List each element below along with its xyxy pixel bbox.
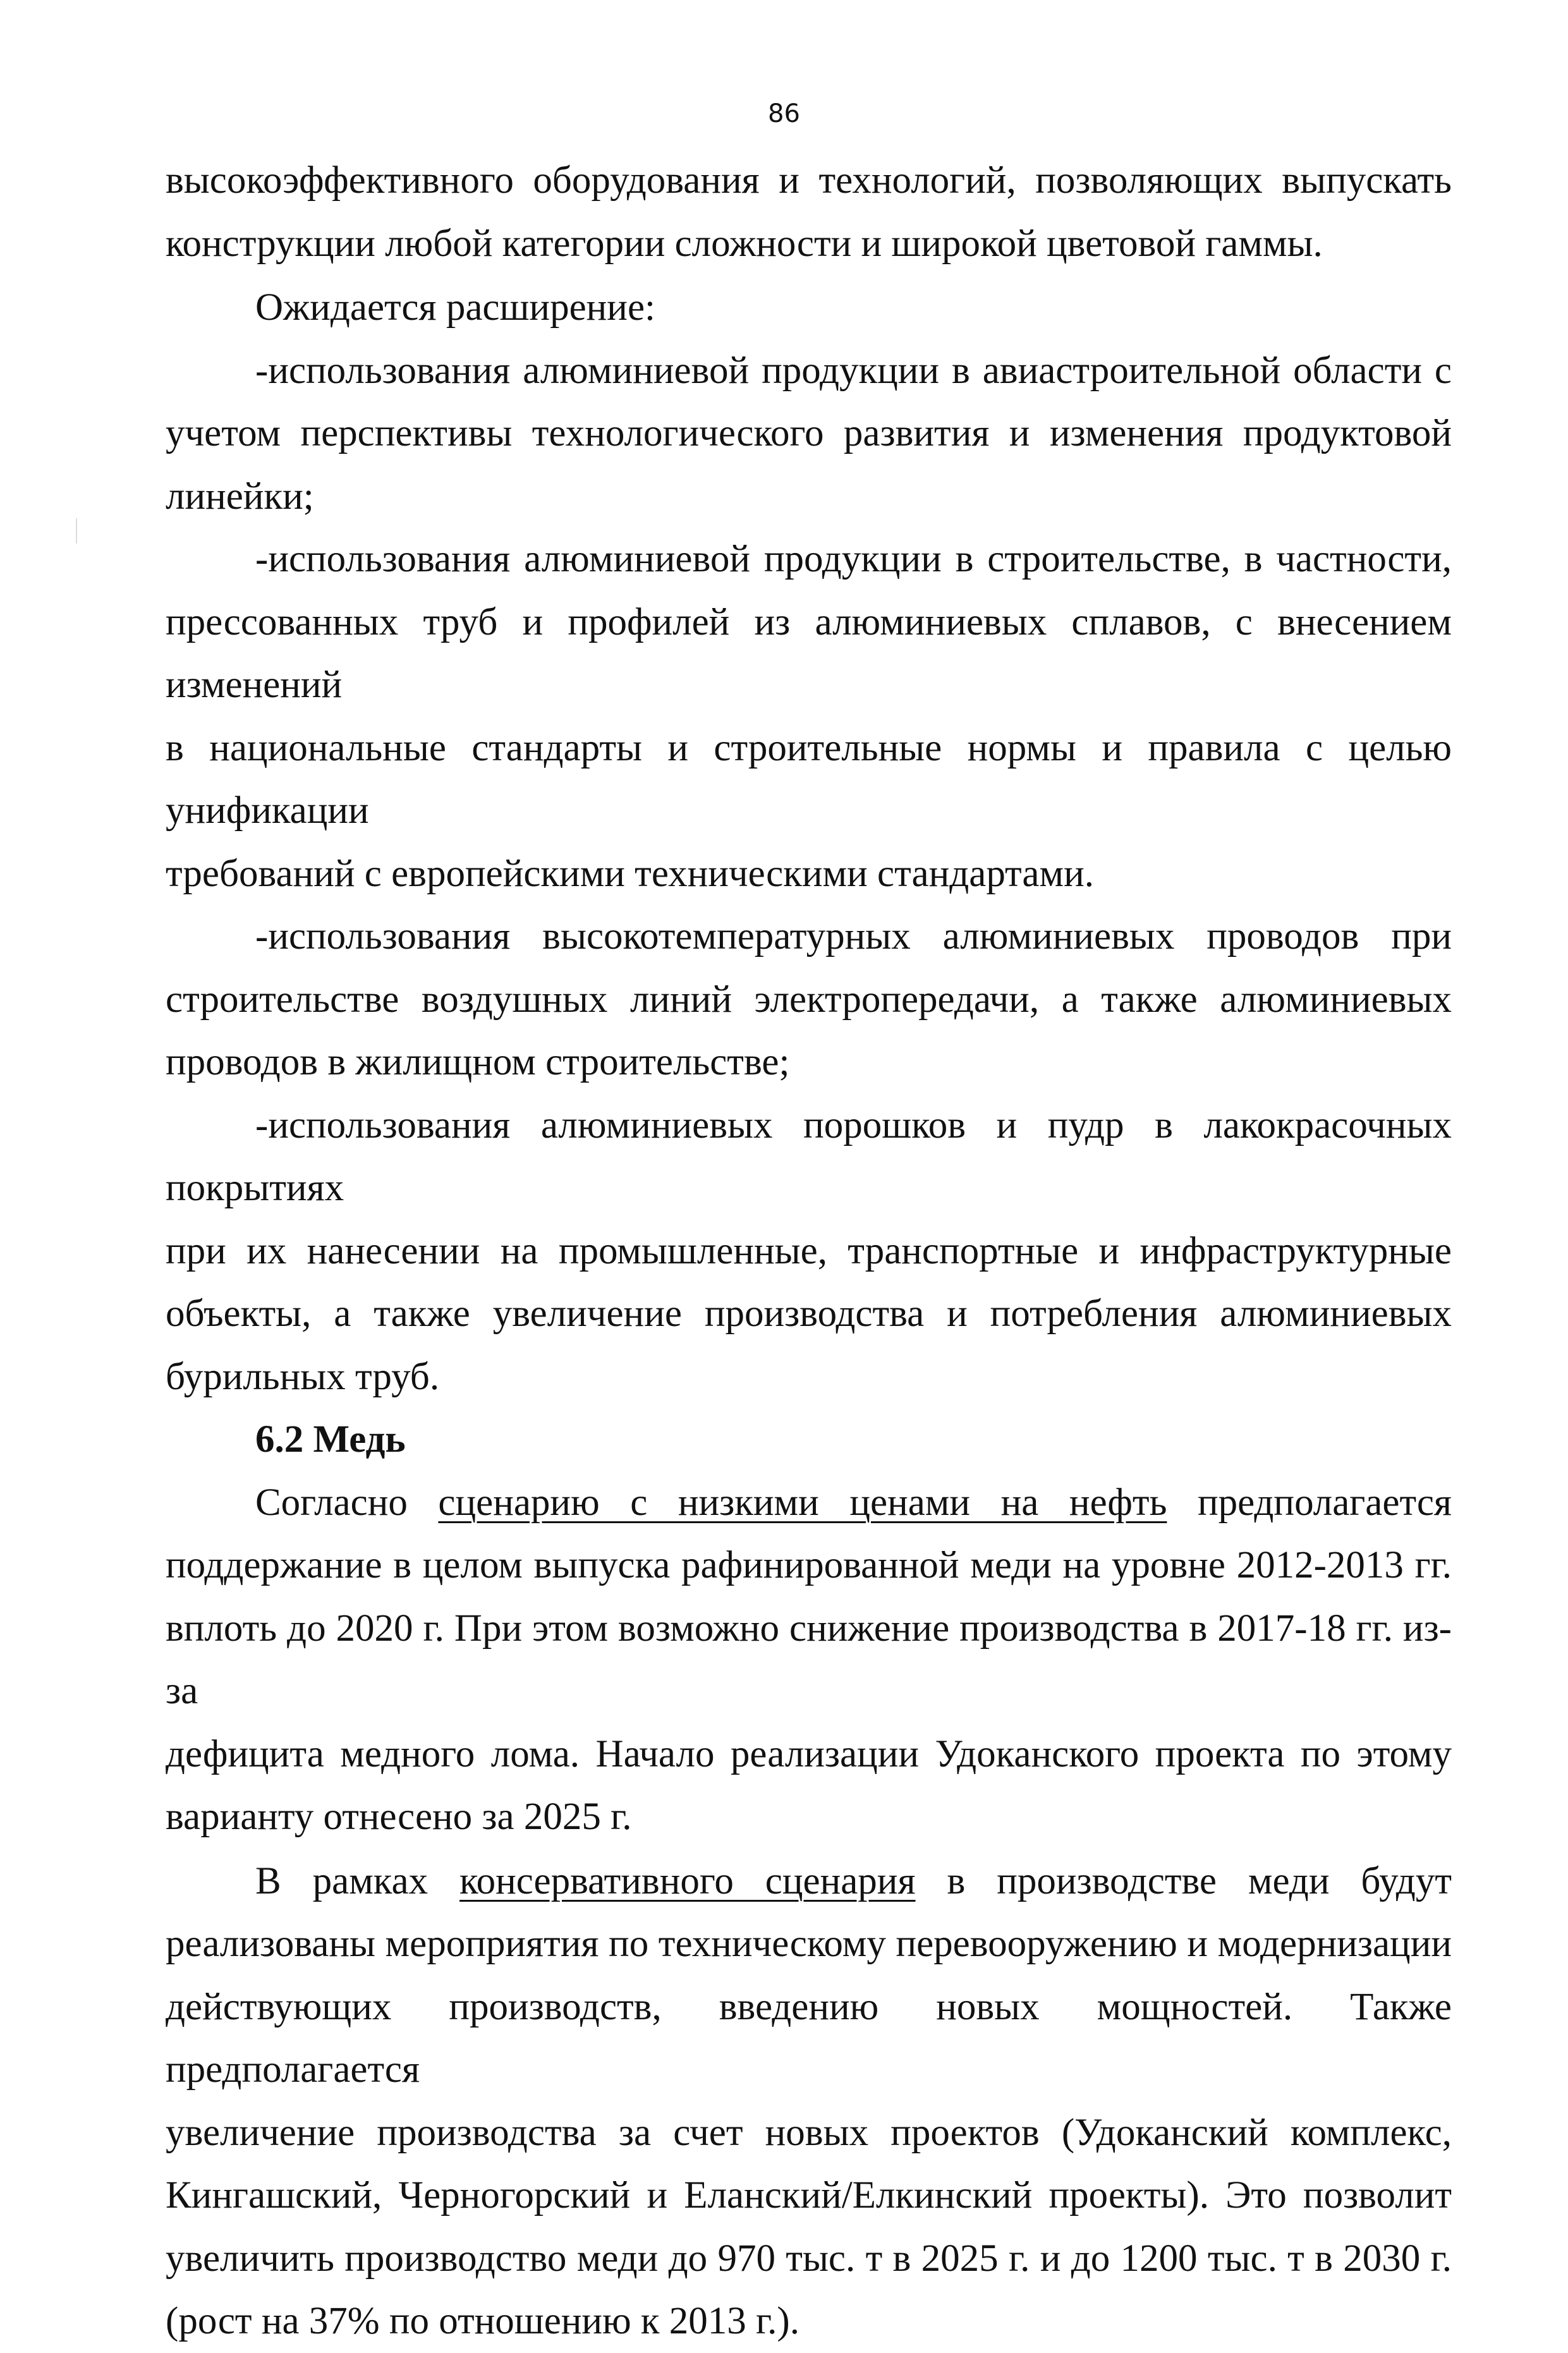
text-line: (рост на 37% по отношению к 2013 г.).	[166, 2300, 799, 2342]
text-line: объекты, а также увеличение производства и потребления алюминиевых	[166, 1292, 1452, 1335]
text-line: дефицита медного лома. Начало реализации Удоканского проекта по этому	[166, 1732, 1452, 1775]
text-line: проводов в жилищном строительстве;	[166, 1041, 790, 1083]
text-line: линейки;	[166, 475, 314, 518]
section-heading	[166, 1408, 1452, 1471]
paragraph-aviation	[166, 339, 1452, 528]
text-line: вплоть до 2020 г. При этом возможно снижение производства в 2017-18 гг. из-за	[166, 1607, 1452, 1712]
text-fragment: Согласно	[255, 1481, 408, 1524]
text-line: увеличить производство меди до 970 тыс. т в 2025 г. и до 1200 тыс. т в 2030 г.	[166, 2237, 1452, 2280]
text-line: бурильных труб.	[166, 1355, 440, 1398]
paragraph-conservative-scenario	[166, 1850, 1452, 2353]
text-line: в национальные стандарты и строительные нормы и правила с целью унификации	[166, 726, 1452, 832]
paragraph-expansion-intro	[166, 276, 1452, 339]
text-fragment: в производстве меди будут	[947, 1859, 1452, 1902]
scan-mark	[76, 518, 77, 544]
text-line: поддержание в целом выпуска рафинированной меди на уровне 2012-2013 гг.	[166, 1544, 1452, 1586]
page-body	[166, 149, 1452, 2353]
paragraph-powders	[166, 1094, 1452, 1409]
paragraph-low-oil-scenario	[166, 1471, 1452, 1849]
text-line	[166, 1850, 1452, 1913]
text-line: Кингашский, Черногорский и Еланский/Елкинский проекты). Это позволит	[166, 2174, 1452, 2216]
text-fragment: В рамках	[255, 1859, 428, 1902]
text-line: конструкции любой категории сложности и широкой цветовой гаммы.	[166, 222, 1323, 265]
text-line: -использования алюминиевой продукции в строительстве, в частности,	[255, 538, 1452, 580]
text-line: Ожидается расширение:	[255, 286, 655, 329]
text-line: прессованных труб и профилей из алюминиевых сплавов, с внесением изменений	[166, 600, 1452, 706]
text-line: строительстве воздушных линий электропередачи, а также алюминиевых	[166, 978, 1452, 1021]
text-line: учетом перспективы технологического развития и изменения продуктовой	[166, 412, 1452, 454]
heading-text: 6.2 Медь	[255, 1418, 406, 1461]
text-line: высокоэффективного оборудования и технологий, позволяющих выпускать	[166, 159, 1452, 202]
text-line	[166, 1471, 1452, 1535]
text-line: -использования алюминиевой продукции в авиастроительной области с	[255, 349, 1452, 392]
text-line: -использования высокотемпературных алюминиевых проводов при	[255, 915, 1452, 958]
paragraph-construction	[166, 528, 1452, 905]
text-line: варианту отнесено за 2025 г.	[166, 1796, 632, 1838]
paragraph-intro	[166, 149, 1452, 275]
text-line: при их нанесении на промышленные, транспортные и инфраструктурные	[166, 1229, 1452, 1272]
text-line: увеличение производства за счет новых проектов (Удоканский комплекс,	[166, 2111, 1452, 2154]
underlined-scenario-name: консервативного сценария	[459, 1859, 916, 1902]
page-number: 86	[768, 99, 800, 128]
text-line: действующих производств, введению новых мощностей. Также предполагается	[166, 1985, 1452, 2091]
paragraph-wires	[166, 905, 1452, 1094]
text-fragment: предполагается	[1197, 1481, 1452, 1524]
text-line: -использования алюминиевых порошков и пудр в лакокрасочных покрытиях	[166, 1104, 1452, 1209]
text-line: требований с европейскими техническими стандартами.	[166, 852, 1095, 895]
underlined-scenario-name: сценарию с низкими ценами на нефть	[438, 1481, 1167, 1524]
text-line: реализованы мероприятия по техническому перевооружению и модернизации	[166, 1923, 1452, 1965]
